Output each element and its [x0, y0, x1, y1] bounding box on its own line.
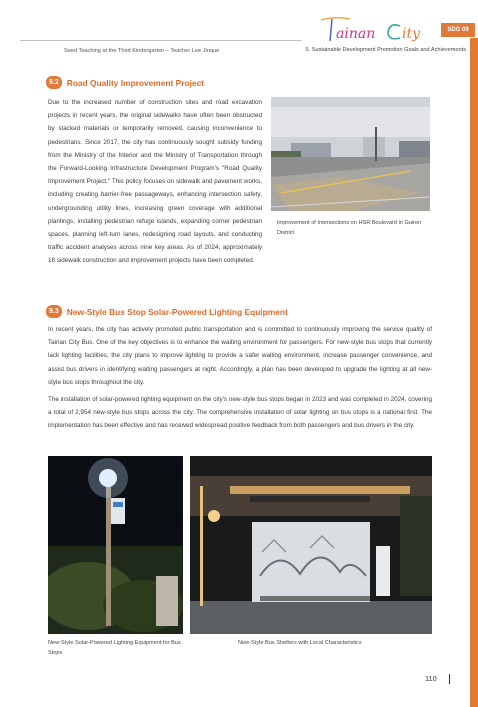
section-heading-9-3: [46, 305, 288, 318]
photo-bus-shelter: [190, 456, 432, 634]
section-9-2-body: Due to the increased number of construction sites and road excavation projects in recent years, the original sidewalks have often been obstructed by stacked materials or temporarily removed, causing inconvenience to pedestrians. Since 2017, the city has continuously sought subsidy funding from the Ministry of the Interior and the Ministry of Transportation through the Forward-Looking Infrastructure Development Program's "Road Quality Improvement Project." This policy focuses on sidewalk and pavement works, including creating barrier-free passageways, enhancing intersection safety, undergrounding utility lines, increasing green coverage with additional plantings, installing pedestrian refuge islands, expanding corner pedestrian spaces, planning left-turn lanes, redesigning road layouts, and conducting traffic accident analyses across nine key areas. As of 2024, approximately 18 sidewalk construction and improvement projects have been completed.: [48, 99, 262, 265]
photo-caption-intersection: Improvement of Intersections on HSR Boulevard in Guiren District: [277, 220, 422, 236]
section-9-3-body-1: In recent years, the city has actively promoted public transportation and is committed to continuously improving the service quality of Tainan City Bus. One of the key objectives is to enhance the waiting environment for passengers. For new-style bus stops that currently lack lighting facilities, the city plans to improve lighting to provide a safer waiting environment, increase passenger convenience, and assist bus drivers in identifying waiting passengers at night. Accordingly, a plan has been developed to upgrade the lighting at all new-style bus stops throughout the city.: [48, 326, 432, 386]
section-title: Road Quality Improvement Project: [66, 77, 205, 88]
chapter-title: 5. Sustainable Development Promotion Goals and Achievements: [305, 47, 466, 53]
photo-solar-bus-stop: [48, 456, 183, 634]
tainan-city-logo: [318, 14, 438, 46]
svg-text:ainan: ainan: [336, 26, 376, 42]
section-heading-9-2: [46, 76, 204, 89]
sdg-badge: SDG 09: [441, 23, 475, 37]
section-number: 9.2: [46, 76, 62, 89]
section-number: 9.3: [46, 305, 62, 318]
photo-caption-shelter: New-Style Bus Shelters with Local Characteristics: [238, 640, 362, 646]
header-caption: Seed Teaching at the Third Kindergarten – Teacher Lee Jinque: [64, 48, 220, 54]
photo-hsr-intersection: [271, 97, 430, 211]
section-title: New-Style Bus Stop Solar-Powered Lighting Equipment: [66, 306, 288, 317]
header-rule: [20, 40, 302, 41]
svg-text:ity: ity: [402, 26, 421, 42]
photo-caption-solar: New-Style Solar-Powered Lighting Equipment for Bus Stops: [48, 640, 181, 656]
page-number-divider: [449, 674, 450, 684]
side-accent-bar: [470, 38, 478, 707]
section-9-3-body-2: The installation of solar-powered lighting equipment on the city's new-style bus stops began in 2023 and was completed in 2024, covering a total of 2,954 new-style bus stops across the city. The comprehensive installation of solar lighting on bus stops is a national first. The implementation has been effective and has received widespread positive feedback from both passengers and bus drivers in the city.: [48, 396, 432, 430]
page-number: 110: [425, 674, 437, 683]
